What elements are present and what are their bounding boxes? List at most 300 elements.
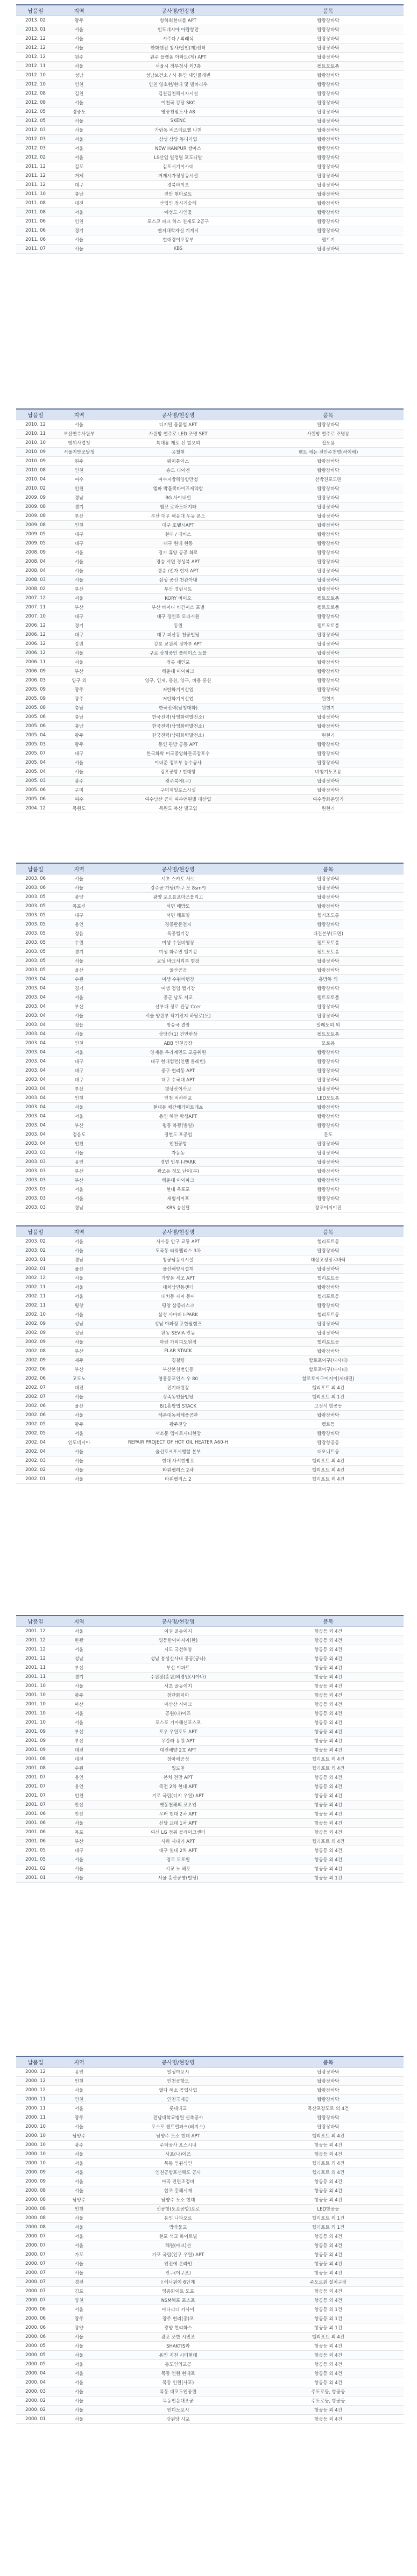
cell-project: 인천 영호현/현대 및 빌바리우 [103, 80, 253, 89]
cell-item: 주도로등, 항공등 [253, 2396, 404, 2406]
cell-date: 2003. 04 [16, 1039, 55, 1048]
table-row [16, 795, 404, 804]
cell-project: 타워팰리스 2 [103, 1475, 253, 1484]
cell-region: 서울 [55, 2269, 103, 2278]
cell-item: 탑광장바닥 [253, 786, 404, 795]
cell-project: 공군 남도 서교 [103, 993, 253, 1002]
table-row [16, 439, 404, 448]
table-row [16, 1627, 404, 1636]
cell-region: 부산 [55, 1121, 103, 1130]
table-row [16, 1855, 404, 1864]
cell-item: 탑광장바닥 [253, 585, 404, 594]
cell-region: 경기 [55, 948, 103, 957]
cell-project: 서울 양원부 탁기전지 하당로(도) [103, 1011, 253, 1021]
cell-project: 정릉 세인포 [103, 658, 253, 667]
cell-project: 서주다 / 외래식 [103, 34, 253, 44]
cell-project: 산업인 정시기술해 [103, 199, 253, 208]
cell-item: 항공등 외 4건 [253, 1718, 404, 1727]
cell-date: 2009. 08 [16, 512, 55, 521]
cell-region: 대구 [55, 911, 103, 920]
cell-item: 항공등 외 4건 [253, 1627, 404, 1636]
cell-region: 대구 [55, 749, 103, 758]
cell-item: 탑광장바닥 [253, 640, 404, 649]
table-row [16, 199, 404, 208]
table-row [16, 767, 404, 777]
cell-item: 탑광장바닥 [253, 1283, 404, 1292]
cell-region: 서울 [55, 1030, 103, 1039]
cell-region: 서울 [55, 566, 103, 576]
table-row [16, 1828, 404, 1837]
cell-item: 탑광장바닥 [253, 521, 404, 530]
cell-date: 2002. 06 [16, 1411, 55, 1420]
cell-date: 2000. 02 [16, 2406, 55, 2415]
table-row [16, 1021, 404, 1030]
cell-project: 도곡동 타워팰리스 3차 [103, 1246, 253, 1255]
table-row [16, 245, 404, 254]
cell-date: 2001. 08 [16, 1764, 55, 1773]
table-row [16, 1347, 404, 1356]
cell-date: 2001. 10 [16, 1709, 55, 1718]
cell-item: 할로포이구(다시티) [253, 1365, 404, 1374]
column-header-region: 지역 [55, 5, 103, 16]
table-row [16, 126, 404, 135]
cell-item: 탑광장바닥 [253, 893, 404, 902]
cell-region: 서울 [55, 1246, 103, 1255]
cell-item: 탑광장바닥 [253, 1149, 404, 1158]
cell-region: 부산 [55, 1663, 103, 1673]
cell-date: 2000. 04 [16, 2378, 55, 2387]
cell-date: 2006. 03 [16, 676, 55, 685]
cell-date: 2012. 11 [16, 62, 55, 71]
table-row [16, 1447, 404, 1456]
cell-region: 서울 [55, 1429, 103, 1438]
cell-region: 목포신 [55, 902, 103, 911]
table-row [16, 217, 404, 226]
cell-project: 평창 삼종러스크 [103, 1301, 253, 1310]
cell-region: 울산 [55, 1265, 103, 1274]
cell-region: 대구 [55, 181, 103, 190]
cell-project: 사원방 열주로 LED 조명 SET [103, 429, 253, 439]
cell-project: 강릉 교원의 정마루 APT [103, 640, 253, 649]
table-row [16, 62, 404, 71]
cell-region: 인천 [55, 2205, 103, 2214]
cell-item: 탑광장바닥 [253, 758, 404, 767]
cell-region: 거제 [55, 171, 103, 181]
table-row [16, 2396, 404, 2406]
cell-item: 펠트모토폼 [253, 993, 404, 1002]
cell-item: 탑광장바닥 [253, 162, 404, 171]
cell-project: 삼당간(1) 건안반상 [103, 1030, 253, 1039]
table-row [16, 226, 404, 235]
cell-date: 2000. 07 [16, 2287, 55, 2296]
cell-project: 부산본천번인동 [103, 1365, 253, 1374]
cell-region: 부산 [55, 1167, 103, 1176]
table-row [16, 1030, 404, 1039]
table-row [16, 34, 404, 44]
cell-region: 성남 [55, 1654, 103, 1663]
cell-region: 김천 [55, 89, 103, 98]
cell-region: 경기 [55, 226, 103, 235]
cell-item: 헬기조도통 [253, 911, 404, 920]
cell-region: 서울 [55, 153, 103, 162]
cell-project: 대구 피산동 천공빌딩 [103, 630, 253, 640]
cell-item: 탑광장바닥 [253, 1002, 404, 1011]
cell-region: 대전 [55, 199, 103, 208]
cell-item: 헬리포트 외 4건 [253, 2159, 404, 2168]
cell-region: 서울 [55, 2415, 103, 2424]
cell-project: 남양주 도소 현대 [103, 2195, 253, 2205]
cell-date: 2005. 04 [16, 758, 55, 767]
cell-region: 원주 [55, 53, 103, 62]
column-header-region: 지역 [55, 1616, 103, 1627]
cell-region: 서울 [55, 2396, 103, 2406]
cell-item: 탑광장바닥 [253, 722, 404, 731]
cell-region: 경중도 [55, 107, 103, 117]
cell-date: 2002. 08 [16, 1347, 55, 1356]
cell-item: 헬리포트등 [253, 1237, 404, 1246]
table-row [16, 429, 404, 439]
cell-item: 접도용 [253, 439, 404, 448]
cell-project: 마곡 전면조정비 [103, 2177, 253, 2186]
table-row [16, 966, 404, 975]
cell-region: 서울 [55, 2351, 103, 2360]
cell-project: 삼성 공선 천관아내 [103, 576, 253, 585]
cell-region: 서울 [55, 2122, 103, 2132]
cell-item: 탑광장바닥 [253, 1139, 404, 1149]
table-row [16, 1673, 404, 1682]
cell-item: 항공등 외 4건 [253, 2378, 404, 2387]
cell-item: 탑광장바닥 [253, 1176, 404, 1185]
cell-project: 정족동인물법당 [103, 1393, 253, 1402]
cell-project: 사하 사내기 APT [103, 1837, 253, 1846]
table-row [16, 25, 404, 34]
table-row [16, 144, 404, 153]
cell-region: 충남 [55, 704, 103, 713]
cell-project: 서초 골동이지 [103, 1682, 253, 1691]
cell-region: 부산 [55, 1176, 103, 1185]
cell-project: 용인 지천 시티현대 [103, 2351, 253, 2360]
cell-date: 2006. 12 [16, 640, 55, 649]
cell-date: 2012. 05 [16, 107, 55, 117]
cell-date: 2001. 06 [16, 1810, 55, 1819]
table-header-row [16, 2056, 404, 2068]
cell-date: 2005. 06 [16, 795, 55, 804]
table-row [16, 1002, 404, 1011]
cell-project: 대구 일대 2차 APT [103, 1846, 253, 1855]
cell-region: 광주 [55, 740, 103, 749]
cell-project: 포스포 기마해선포스포 [103, 1718, 253, 1727]
table-row [16, 1429, 404, 1438]
cell-project: 경북바이오 [103, 181, 253, 190]
cell-date: 2001. 02 [16, 1864, 55, 1874]
cell-item: 항공등 외 4건 [253, 2287, 404, 2296]
cell-item: 탑광장바닥 [253, 208, 404, 217]
column-header-date: 납품일 [16, 1616, 55, 1627]
cell-item: 탑광장바닥 [253, 1075, 404, 1085]
cell-item: 펠트모토폼 [253, 62, 404, 71]
table-row [16, 493, 404, 503]
cell-project: 롯데대교 [103, 2104, 253, 2113]
cell-date: 2000. 10 [16, 2159, 55, 2168]
table-row [16, 1319, 404, 1329]
table-row [16, 475, 404, 484]
cell-region: 부산 [55, 1365, 103, 1374]
cell-date: 2008. 09 [16, 548, 55, 557]
cell-date: 2001. 09 [16, 1737, 55, 1746]
cell-item: 할로토이구이지이(제대편) [253, 1374, 404, 1383]
table-row [16, 1709, 404, 1718]
cell-project: 한국전력(남영화력발전소) [103, 722, 253, 731]
cell-date: 2001. 10 [16, 1691, 55, 1700]
cell-project: 경승 /전자 현재 APT [103, 566, 253, 576]
cell-date: 2012. 05 [16, 117, 55, 126]
cell-region: 서울 [55, 2387, 103, 2396]
cell-region: 인천 [55, 1791, 103, 1800]
cell-date: 2001. 01 [16, 1874, 55, 1883]
cell-project: 포스코 파크 하스 천세도 2공구 [103, 217, 253, 226]
cell-project: 강주공 가남(아구 모 8sm*) [103, 884, 253, 893]
cell-project: FLAR STACK [103, 1347, 253, 1356]
cell-date: 2002. 04 [16, 1447, 55, 1456]
cell-project: 김포공항 / 현대항 [103, 767, 253, 777]
cell-date: 2009. 05 [16, 530, 55, 539]
cell-item: 항공등 외 4건 [253, 1746, 404, 1755]
cell-project: 광포 조한 시민포 [103, 2333, 253, 2342]
cell-item: 탑광장바닥 [253, 920, 404, 929]
cell-project: 구로 삼청중인 플레이스 노블 [103, 649, 253, 658]
cell-region: 부산 [55, 512, 103, 521]
cell-date: 2003. 04 [16, 1002, 55, 1011]
cell-date: 2003. 03 [16, 1158, 55, 1167]
cell-item: 탑광장바닥 [253, 1066, 404, 1075]
cell-item: 탑광장바닥 [253, 539, 404, 548]
table-row [16, 53, 404, 62]
table-row [16, 2342, 404, 2351]
cell-item: 탑광장바닥 [253, 566, 404, 576]
cell-project: 예성도 사인물 [103, 208, 253, 217]
cell-region: 안산 [55, 1810, 103, 1819]
cell-region: 서울 [55, 1310, 103, 1319]
table-row [16, 2241, 404, 2250]
table-row [16, 2113, 404, 2122]
column-header-region: 지역 [55, 409, 103, 420]
cell-date: 2003. 05 [16, 920, 55, 929]
cell-region: 서울 [55, 1393, 103, 1402]
cell-date: 2011. 06 [16, 217, 55, 226]
cell-date: 2000. 08 [16, 2195, 55, 2205]
cell-item: 항공등 외 4건 [253, 1673, 404, 1682]
cell-item: 사원방 열주로 조명용 [253, 429, 404, 439]
table-row [16, 749, 404, 758]
table-row [16, 466, 404, 475]
cell-date: 2003. 03 [16, 1167, 55, 1176]
cell-project: 영종화이트 도포 [103, 2287, 253, 2296]
column-header-date: 납품일 [16, 5, 55, 16]
cell-date: 2002. 03 [16, 1456, 55, 1466]
cell-date: 2000. 08 [16, 2205, 55, 2214]
cell-item: 탑광장바닥 [253, 34, 404, 44]
cell-project: 엔지대학자실 기계시 [103, 226, 253, 235]
cell-region: 김포 [55, 162, 103, 171]
cell-item: 탑광장바닥 [253, 98, 404, 107]
cell-date: 2007. 12 [16, 594, 55, 603]
cell-project: 동인 관방 공동 APT [103, 740, 253, 749]
cell-region: 서울 [55, 2104, 103, 2113]
cell-project: LS산업 일정별 포도니발 [103, 153, 253, 162]
cell-project: 마다리더 카사이 [103, 2305, 253, 2314]
table-row [16, 1746, 404, 1755]
cell-region: 대구 [55, 630, 103, 640]
cell-project: 광양 포오를포마즈블리고 [103, 893, 253, 902]
cell-date: 2001. 05 [16, 1846, 55, 1855]
cell-region: 광주 [55, 2113, 103, 2122]
table-row [16, 521, 404, 530]
cell-item: 항공등 외 1건 [253, 2305, 404, 2314]
cell-region: 울산 [55, 1402, 103, 1411]
cell-item: 대상고정장치바닥 [253, 1255, 404, 1265]
cell-item: 항공등 외 4건 [253, 2369, 404, 2378]
cell-date: 2006. 12 [16, 630, 55, 640]
cell-date: 2000. 08 [16, 2214, 55, 2223]
cell-date: 2007. 10 [16, 612, 55, 621]
cell-region: 서울 [55, 2378, 103, 2387]
cell-region: 제주 [55, 1356, 103, 1365]
table-row [16, 2077, 404, 2086]
cell-project: 성남 아파정 포한월렌즈 [103, 1319, 253, 1329]
column-header-item: 품목 [253, 2056, 404, 2068]
cell-item: 원현기 [253, 694, 404, 704]
cell-project: 대전해양 2호 APT [103, 1746, 253, 1755]
cell-region: 수원 [55, 975, 103, 984]
cell-date: 2001. 05 [16, 1855, 55, 1864]
cell-date: 2000. 11 [16, 2113, 55, 2122]
cell-item: 알레도피 외 [253, 1021, 404, 1030]
cell-region: 수원 [55, 938, 103, 948]
table-row [16, 2214, 404, 2223]
cell-region: 서울 [55, 1185, 103, 1194]
cell-project: 동도인의교공 [103, 2360, 253, 2369]
table-row [16, 1274, 404, 1283]
delivery-table [16, 4, 404, 254]
table-row [16, 740, 404, 749]
cell-item: 항공등 외 4건 [253, 1700, 404, 1709]
column-header-region: 지역 [55, 863, 103, 874]
column-header-project: 공사명/현장명 [103, 409, 253, 420]
cell-item: 항공등 외 4건 [253, 1654, 404, 1663]
cell-project: 월드천 [103, 1764, 253, 1773]
cell-item: 헬리포트 외 1건 [253, 1393, 404, 1402]
cell-item: 탑광장바닥 [253, 713, 404, 722]
table-row [16, 1103, 404, 1112]
cell-date: 2005. 04 [16, 731, 55, 740]
cell-region: 서울 [55, 117, 103, 126]
cell-region: 정읍 [55, 1021, 103, 1030]
table-row [16, 1338, 404, 1347]
table-row [16, 1057, 404, 1066]
column-header-date: 납품일 [16, 2056, 55, 2068]
cell-item: 항공등 외 4건 [253, 2360, 404, 2369]
cell-date: 2003. 04 [16, 975, 55, 984]
table-row [16, 162, 404, 171]
cell-date: 2011. 10 [16, 190, 55, 199]
cell-date: 2002. 07 [16, 1393, 55, 1402]
cell-item: 탑광장바닥 [253, 874, 404, 884]
cell-region: 서울 [55, 2342, 103, 2351]
cell-item: 펠트모토폼 [253, 938, 404, 948]
cell-project: 대치남연동센터 [103, 1283, 253, 1292]
column-header-project: 공사명/현장명 [103, 1616, 253, 1627]
cell-item: 항공등 외 4건 [253, 1800, 404, 1810]
column-header-item: 품목 [253, 1616, 404, 1627]
table-row [16, 1700, 404, 1709]
table-row [16, 1402, 404, 1411]
cell-project: 부산 바이다 비긴이스 포벌 [103, 603, 253, 612]
table-row [16, 2177, 404, 2186]
cell-region: 서울 [55, 1475, 103, 1484]
cell-region: 서울 [55, 1283, 103, 1292]
table-row [16, 1167, 404, 1176]
cell-region: 서울 [55, 25, 103, 34]
cell-item: 탑광장바닥 [253, 1194, 404, 1203]
column-header-region: 지역 [55, 1226, 103, 1237]
cell-date: 2003. 05 [16, 957, 55, 966]
table-row [16, 208, 404, 217]
cell-project: 한국화학 미국중앙화관곡장포수 [103, 749, 253, 758]
table-row [16, 1810, 404, 1819]
cell-date: 2001. 06 [16, 1819, 55, 1828]
table-row [16, 1663, 404, 1673]
table-row [16, 884, 404, 893]
cell-item: 대모니트등 [253, 1447, 404, 1456]
cell-region: 방위사업청 [55, 439, 103, 448]
table-row [16, 2259, 404, 2269]
cell-project: 광조동 청도 난이(부) [103, 1167, 253, 1176]
cell-date: 2003. 02 [16, 1237, 55, 1246]
cell-date: 2001. 10 [16, 1718, 55, 1727]
cell-date: 2003. 04 [16, 1103, 55, 1112]
cell-project: 경종판돈전지 [103, 920, 253, 929]
cell-project: 양구, 인제, 홍천, 양구, 비용 홍천 [103, 676, 253, 685]
cell-project: 사포(나)이즈 [103, 2150, 253, 2159]
table-row [16, 1438, 404, 1447]
cell-project: 타워팰리스 2차 [103, 1466, 253, 1475]
cell-item: 헬리포트 외 1건 [253, 2214, 404, 2223]
table-row [16, 1383, 404, 1393]
cell-date: 2010. 08 [16, 466, 55, 475]
cell-date: 2008. 03 [16, 576, 55, 585]
cell-date: 2001. 11 [16, 1663, 55, 1673]
cell-project: 김천김천해시자시설 [103, 89, 253, 98]
cell-project: 현대 옥포포 [103, 1185, 253, 1194]
cell-date: 2003. 05 [16, 902, 55, 911]
column-header-project: 공사명/현장명 [103, 1226, 253, 1237]
cell-project: 저탄화기이산업 [103, 694, 253, 704]
cell-region: 서울 [55, 2406, 103, 2415]
cell-region: 서울 [55, 1709, 103, 1718]
table-row [16, 2086, 404, 2095]
cell-date: 2009. 09 [16, 493, 55, 503]
cell-project: 대구 현대컴런(인텔 클레빈) [103, 1057, 253, 1066]
cell-region: 인천 [55, 1094, 103, 1103]
table-row [16, 2104, 404, 2113]
cell-project: 현대 사서현방포 [103, 1456, 253, 1466]
table-row [16, 1310, 404, 1319]
table-row [16, 71, 404, 80]
cell-date: 2000. 12 [16, 2086, 55, 2095]
cell-date: 2000. 07 [16, 2259, 55, 2269]
table-row [16, 1755, 404, 1764]
cell-project: 광주 현리(종)포 [103, 2314, 253, 2323]
